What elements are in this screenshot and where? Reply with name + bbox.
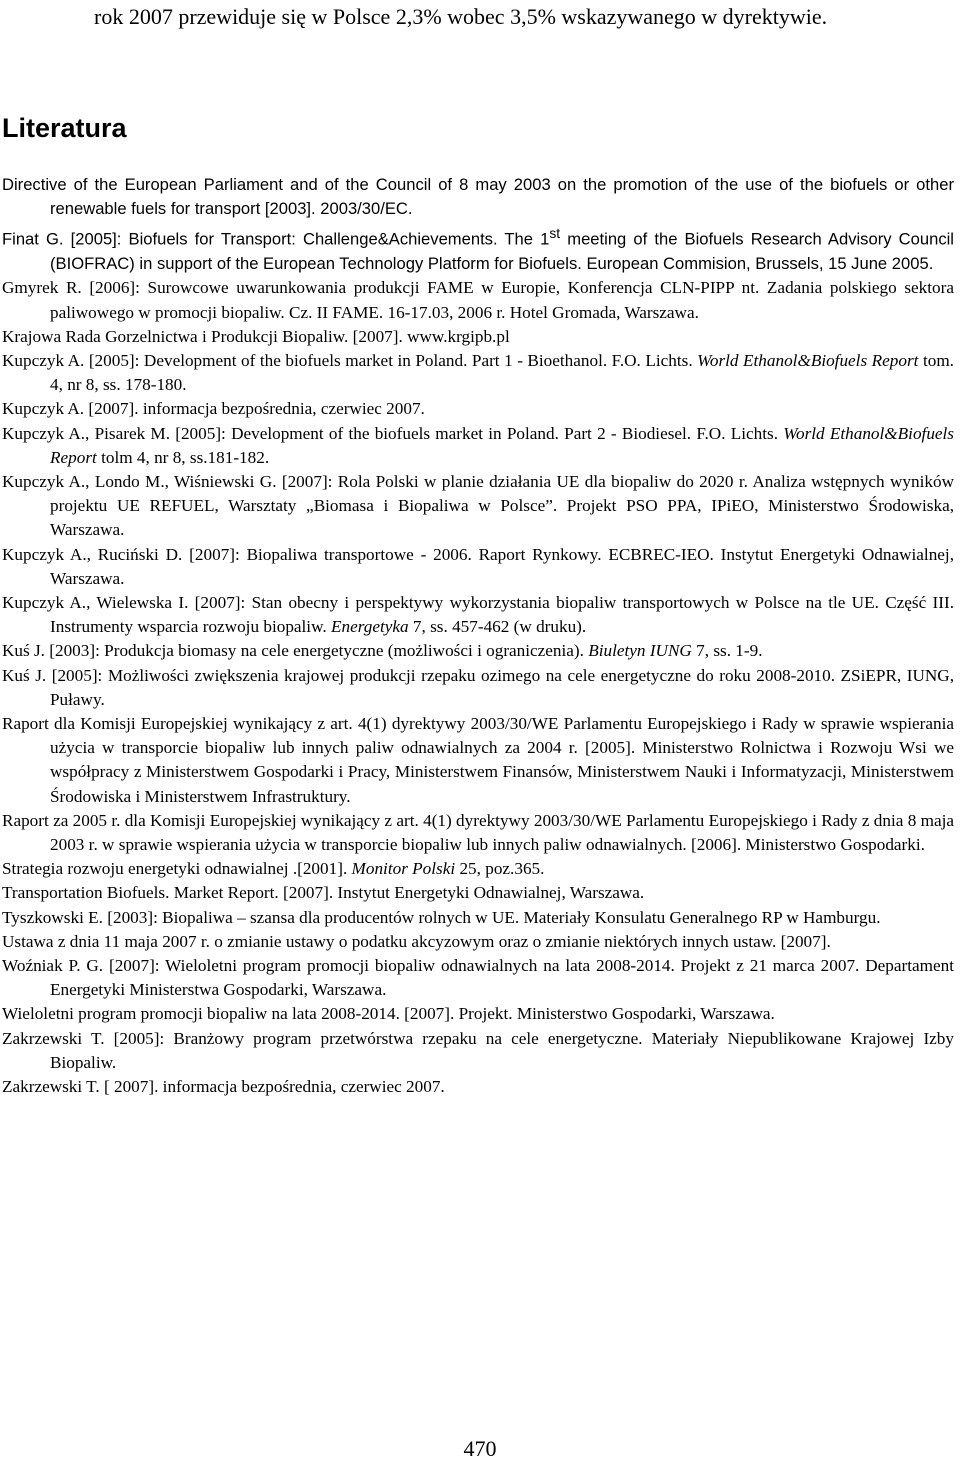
- reference-entry: [2, 221, 954, 276]
- reference-entry: [2, 173, 954, 221]
- intro-paragraph: rok 2007 przewiduje się w Polsce 2,3% wobec 3,5% wskazywanego w dyrektywie.: [94, 4, 828, 29]
- reference-text: Kupczyk A., Pisarek M. [2005]: Development of the biofuels market in Poland. Part 2 - Biodiesel. F.O. Lichts.: [2, 423, 784, 443]
- reference-entry: [2, 591, 954, 639]
- reference-text: Gmyrek R. [2006]: Surowcowe uwarunkowania produkcji FAME w Europie, Konferencja CLN-PIPP nt. Zadania polskiego sektora paliwowego w promocji biopaliw. Cz. II FAME. 16-17.03, 2006 r. Hotel Gromada, Warszawa.: [2, 278, 954, 322]
- reference-entry: [2, 1002, 954, 1026]
- reference-text: Krajowa Rada Gorzelnictwa i Produkcji Biopaliw. [2007]. www.krgipb.pl: [2, 326, 510, 346]
- reference-text: Raport dla Komisji Europejskiej wynikający z art. 4(1) dyrektywy 2003/30/WE Parlamentu Europejskiego i Rady w sprawie wspierania użycia w transporcie biopaliw lub innych paliw odnawialnych za 2004 r. [2005]. Ministerstwo Rolnictwa i Rozwoju Wsi we współpracy z Ministerstwem Gospodarki i Pracy, Ministerstwem Finansów, Ministerstwem Nauki i Informatyzacji, Ministerstwem Środowiska i Ministerstwem Infrastruktury.: [2, 714, 954, 806]
- reference-text: Kuś J. [2003]: Produkcja biomasy na cele energetyczne (możliwości i ograniczenia).: [2, 641, 589, 661]
- reference-list: [2, 173, 954, 1099]
- reference-text: Kuś J. [2005]: Możliwości zwiększenia krajowej produkcji rzepaku ozimego na cele energetyczne do roku 2008-2010. ZSiEPR, IUNG, Puławy.: [2, 665, 954, 709]
- reference-text: Wieloletni program promocji biopaliw na lata 2008-2014. [2007]. Projekt. Ministerstwo Gospodarki, Warszawa.: [2, 1004, 775, 1024]
- reference-entry: [2, 470, 954, 543]
- reference-entry: [2, 397, 954, 421]
- reference-text: 7, ss. 1-9.: [691, 641, 763, 661]
- reference-entry: [2, 906, 954, 930]
- reference-entry: [2, 664, 954, 712]
- reference-text: Ustawa z dnia 11 maja 2007 r. o zmianie ustawy o podatku akcyzowym oraz o zmianie niektórych innych ustaw. [2007].: [2, 931, 831, 951]
- superscript-text: st: [549, 225, 561, 242]
- reference-text: meeting of the Biofuels Research Advisory Council (BIOFRAC) in support of the European Technology Platform for Biofuels. European Commision, Brussels, 15 June 2005.: [50, 229, 954, 274]
- italic-title: Monitor Polski: [351, 859, 456, 879]
- reference-text: 7, ss. 457-462 (w druku).: [408, 617, 587, 637]
- reference-entry: [2, 809, 954, 857]
- section-heading: Literatura: [2, 113, 127, 143]
- reference-entry: [2, 639, 954, 663]
- reference-text: Kupczyk A., Ruciński D. [2007]: Biopaliwa transportowe - 2006. Raport Rynkowy. ECBREC-IEO. Instytut Energetyki Odnawialnej, Warszawa.: [2, 544, 954, 588]
- reference-text: Raport za 2005 r. dla Komisji Europejskiej wynikający z art. 4(1) dyrektywy 2003/30/WE Parlamentu Europejskiego i Rady z dnia 8 maja 2003 r. w sprawie wspierania użycia w transporcie biopaliw lub innych paliw odnawialnych. [2006]. Ministerstwo Gospodarki.: [2, 810, 954, 855]
- reference-entry: [2, 930, 954, 954]
- reference-text: Directive of the European Parliament and of the Council of 8 may 2003 on the promotion of the use of the biofuels or other renewable fuels for transport [2003]. 2003/30/EC.: [2, 175, 954, 219]
- italic-title: Biuletyn IUNG: [588, 641, 692, 661]
- reference-text: Zakrzewski T. [2005]: Branżowy program przetwórstwa rzepaku na cele energetyczne. Materiały Niepublikowane Krajowej Izby Biopaliw.: [2, 1028, 954, 1072]
- reference-entry: [2, 543, 954, 591]
- reference-entry: [2, 1075, 954, 1099]
- reference-entry: [2, 881, 954, 905]
- reference-entry: [2, 1027, 954, 1075]
- reference-text: 25, poz.365.: [455, 859, 545, 879]
- reference-text: tom. 4, nr 8, ss. 178-180.: [50, 350, 954, 395]
- reference-entry: [2, 349, 954, 397]
- reference-text: tolm 4, nr 8, ss.181-182.: [96, 447, 270, 467]
- italic-title: World Ethanol&Biofuels Report: [50, 423, 955, 467]
- italic-title: World Ethanol&Biofuels Report: [697, 350, 919, 370]
- reference-text: Kupczyk A. [2005]: Development of the biofuels market in Poland. Part 1 - Bioethanol. F.O. Lichts.: [2, 350, 698, 370]
- reference-text: Kupczyk A. [2007]. informacja bezpośrednia, czerwiec 2007.: [2, 399, 425, 419]
- reference-text: Transportation Biofuels. Market Report. [2007]. Instytut Energetyki Odnawialnej, Warszawa.: [2, 883, 645, 903]
- reference-entry: [2, 857, 954, 881]
- reference-text: Strategia rozwoju energetyki odnawialnej .[2001].: [2, 859, 352, 879]
- reference-entry: [2, 954, 954, 1002]
- reference-entry: [2, 712, 954, 809]
- reference-text: Kupczyk A., Wielewska I. [2007]: Stan obecny i perspektywy wykorzystania biopaliw transportowych w Polsce na tle UE. Część III. Instrumenty wsparcia rozwoju biopaliw.: [2, 592, 954, 637]
- reference-text: Finat G. [2005]: Biofuels for Transport: Challenge&Achievements. The 1: [2, 229, 550, 249]
- reference-text: Woźniak P. G. [2007]: Wieloletni program promocji biopaliw odnawialnych na lata 2008-2014. Projekt z 21 marca 2007. Departament Energetyki Ministerstwa Gospodarki, Warszawa.: [2, 956, 954, 1000]
- reference-text: Tyszkowski E. [2003]: Biopaliwa – szansa dla producentów rolnych w UE. Materiały Konsulatu Generalnego RP w Hamburgu.: [2, 907, 881, 927]
- reference-entry: [2, 422, 954, 470]
- reference-text: Zakrzewski T. [ 2007]. informacja bezpośrednia, czerwiec 2007.: [2, 1077, 445, 1097]
- reference-text: Kupczyk A., Londo M., Wiśniewski G. [2007]: Rola Polski w planie działania UE dla biopaliw do 2020 r. Analiza wstępnych wyników projektu UE REFUEL, Warsztaty „Biomasa i Biopaliwa w Polsce”. Projekt PSO PPA, IPiEO, Ministerstwo Środowiska, Warszawa.: [2, 471, 954, 540]
- italic-title: Energetyka: [330, 617, 409, 637]
- page-number: 470: [463, 1436, 497, 1461]
- reference-entry: [2, 276, 954, 324]
- reference-entry: [2, 325, 954, 349]
